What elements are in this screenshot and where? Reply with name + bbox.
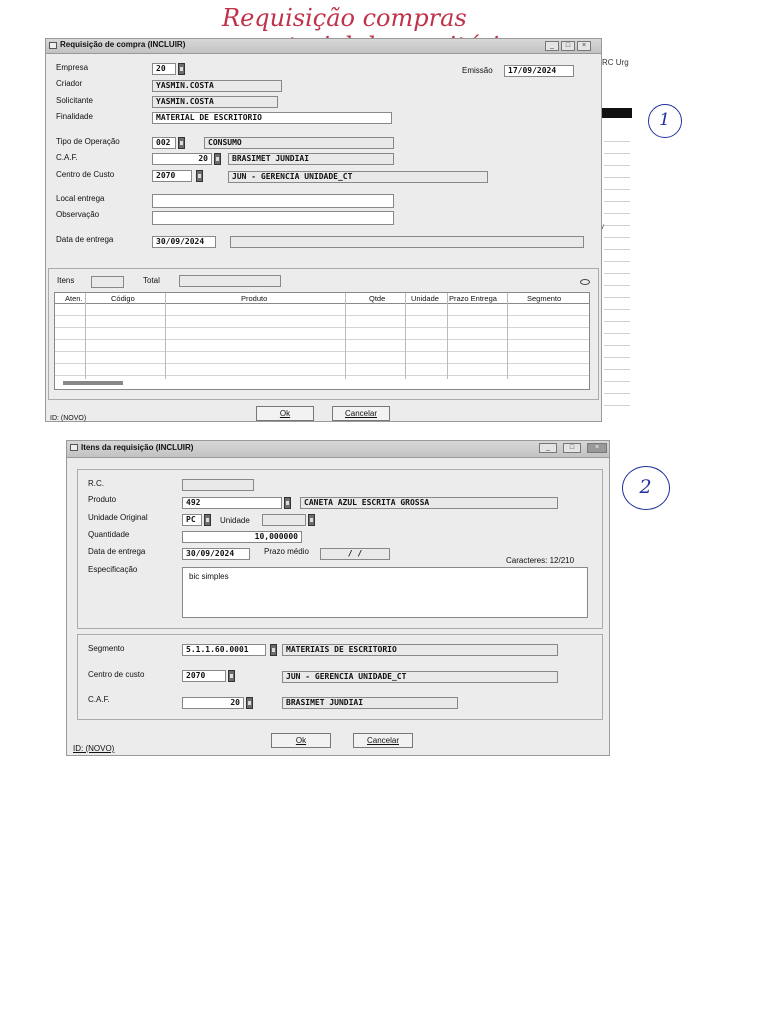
- window-menu-icon[interactable]: [70, 444, 78, 451]
- centro-custo-input[interactable]: 2070: [182, 670, 226, 682]
- maximize-icon[interactable]: □: [561, 41, 575, 51]
- finalidade-input[interactable]: MATERIAL DE ESCRITORIO: [152, 112, 392, 124]
- rc-field: [182, 479, 254, 491]
- label-solicitante: Solicitante: [56, 96, 93, 105]
- grid-header-aten: Aten.: [65, 294, 83, 303]
- cancel-button[interactable]: Cancelar: [332, 406, 390, 421]
- label-data-entrega: Data de entrega: [88, 547, 146, 556]
- grid-col-line: [447, 293, 448, 379]
- background-black-bar: [602, 108, 632, 118]
- label-caf: C.A.F.: [56, 153, 78, 162]
- label-especificacao: Especificação: [88, 565, 138, 574]
- solicitante-field: YASMIN.COSTA: [152, 96, 278, 108]
- label-caf: C.A.F.: [88, 695, 110, 704]
- grid-header-codigo: Código: [111, 294, 135, 303]
- label-centro-custo: Centro de Custo: [56, 170, 115, 179]
- cancel-button[interactable]: Cancelar: [353, 733, 413, 748]
- window-menu-icon[interactable]: [49, 42, 57, 49]
- grid-header-segmento: Segmento: [527, 294, 562, 303]
- emissao-field[interactable]: 17/09/2024: [504, 65, 574, 77]
- empresa-input[interactable]: 20: [152, 63, 176, 75]
- especificacao-textarea[interactable]: bic simples: [182, 567, 588, 618]
- criador-field: YASMIN.COSTA: [152, 80, 282, 92]
- caracteres-counter: Caracteres: 12/210: [506, 556, 575, 565]
- items-grid[interactable]: [54, 292, 590, 390]
- handwritten-mark-2: 2: [639, 476, 652, 498]
- local-entrega-input[interactable]: [152, 194, 394, 208]
- segmento-lookup-icon[interactable]: [270, 644, 277, 656]
- requisition-items-window: [66, 440, 610, 756]
- grid-header-qtde: Qtde: [369, 294, 386, 303]
- label-unidade: Unidade: [220, 516, 250, 525]
- item-details-panel: [77, 469, 603, 629]
- maximize-icon[interactable]: □: [563, 443, 581, 453]
- label-quantidade: Quantidade: [88, 530, 130, 539]
- grid-col-line: [85, 293, 86, 379]
- grid-col-line: [507, 293, 508, 379]
- ok-button[interactable]: Ok: [256, 406, 314, 421]
- label-total: Total: [143, 276, 160, 285]
- caf-desc: BRASIMET JUNDIAI: [228, 153, 394, 165]
- label-observacao: Observação: [56, 210, 100, 219]
- label-finalidade: Finalidade: [56, 112, 93, 121]
- label-local-entrega: Local entrega: [56, 194, 105, 203]
- label-prazo-medio: Prazo médio: [264, 547, 309, 556]
- tipo-operacao-input[interactable]: 002: [152, 137, 176, 149]
- background-text-rc-urg: RC Urg: [602, 58, 629, 67]
- prazo-medio-field: / /: [320, 548, 390, 560]
- grid-header-unidade: Unidade: [411, 294, 439, 303]
- handwritten-title-line1: Requisição compras: [222, 4, 467, 32]
- grid-col-line: [405, 293, 406, 379]
- minimize-icon[interactable]: _: [545, 41, 559, 51]
- ok-button[interactable]: Ok: [271, 733, 331, 748]
- produto-input[interactable]: 492: [182, 497, 282, 509]
- label-data-entrega: Data de entrega: [56, 235, 114, 244]
- total-field: [179, 275, 281, 287]
- label-tipo-operacao: Tipo de Operação: [56, 137, 120, 146]
- unidade-lookup-icon[interactable]: [308, 514, 315, 526]
- handwritten-circle-1: [648, 104, 682, 138]
- handwritten-circle-2: [622, 466, 670, 510]
- grid-col-line: [345, 293, 346, 379]
- label-segmento: Segmento: [88, 644, 125, 653]
- grid-header-produto: Produto: [241, 294, 268, 303]
- unidade-original-lookup-icon[interactable]: [204, 514, 211, 526]
- produto-lookup-icon[interactable]: [284, 497, 291, 509]
- window-titlebar[interactable]: [46, 39, 601, 54]
- label-empresa: Empresa: [56, 63, 89, 72]
- label-itens: Itens: [57, 276, 75, 285]
- label-unidade-original: Unidade Original: [88, 513, 148, 522]
- window-titlebar[interactable]: [67, 441, 609, 458]
- purchase-requisition-window: [45, 38, 602, 422]
- produto-desc: CANETA AZUL ESCRITA GROSSA: [300, 497, 558, 509]
- grid-header-prazo-entrega: Prazo Entrega: [449, 294, 497, 303]
- close-icon[interactable]: ×: [587, 443, 607, 453]
- window-title: Itens da requisição (INCLUIR): [81, 443, 194, 452]
- label-emissao: Emissão: [462, 66, 493, 75]
- empresa-lookup-icon[interactable]: [178, 63, 185, 75]
- eye-icon[interactable]: [580, 279, 590, 285]
- centro-custo-desc: JUN - GERENCIA UNIDADE_CT: [228, 171, 488, 183]
- caf-desc: BRASIMET JUNDIAI: [282, 697, 458, 709]
- centro-custo-desc: JUN - GERENCIA UNIDADE_CT: [282, 671, 558, 683]
- grid-col-line: [165, 293, 166, 379]
- window-title: Requisição de compra (INCLUIR): [60, 40, 186, 49]
- data-entrega-input[interactable]: 30/09/2024: [152, 236, 216, 248]
- label-criador: Criador: [56, 79, 83, 88]
- items-panel: [48, 268, 599, 400]
- itens-count-field: [91, 276, 124, 288]
- record-id-status: ID: (NOVO): [50, 415, 87, 422]
- observacao-input[interactable]: [152, 211, 394, 225]
- quantidade-input[interactable]: 10,000000: [182, 531, 302, 543]
- centro-custo-lookup-icon[interactable]: [196, 170, 203, 182]
- unidade-original-input[interactable]: PC: [182, 514, 202, 526]
- data-entrega-extra-field: [230, 236, 584, 248]
- data-entrega-input[interactable]: 30/09/2024: [182, 548, 250, 560]
- close-icon[interactable]: ×: [577, 41, 591, 51]
- record-id-status: ID: (NOVO): [73, 744, 115, 753]
- tipo-operacao-desc: CONSUMO: [204, 137, 394, 149]
- label-rc: R.C.: [88, 479, 104, 488]
- centro-custo-lookup-icon[interactable]: [228, 670, 235, 682]
- minimize-icon[interactable]: _: [539, 443, 557, 453]
- caf-lookup-icon[interactable]: [246, 697, 253, 709]
- caf-input[interactable]: 20: [182, 697, 244, 709]
- caf-input[interactable]: 20: [152, 153, 212, 165]
- tipo-operacao-lookup-icon[interactable]: [178, 137, 185, 149]
- label-centro-custo: Centro de custo: [88, 670, 145, 679]
- caf-lookup-icon[interactable]: [214, 153, 221, 165]
- label-produto: Produto: [88, 495, 117, 504]
- segment-panel: [77, 634, 603, 720]
- grid-rows-background: [55, 304, 589, 379]
- segmento-desc: MATERIAIS DE ESCRITORIO: [282, 644, 558, 656]
- grid-horizontal-scrollbar[interactable]: [63, 381, 123, 385]
- segmento-input[interactable]: 5.1.1.60.0001: [182, 644, 266, 656]
- handwritten-mark-1: 1: [659, 110, 670, 130]
- centro-custo-input[interactable]: 2070: [152, 170, 192, 182]
- unidade-field[interactable]: [262, 514, 306, 526]
- background-lines: [604, 130, 630, 410]
